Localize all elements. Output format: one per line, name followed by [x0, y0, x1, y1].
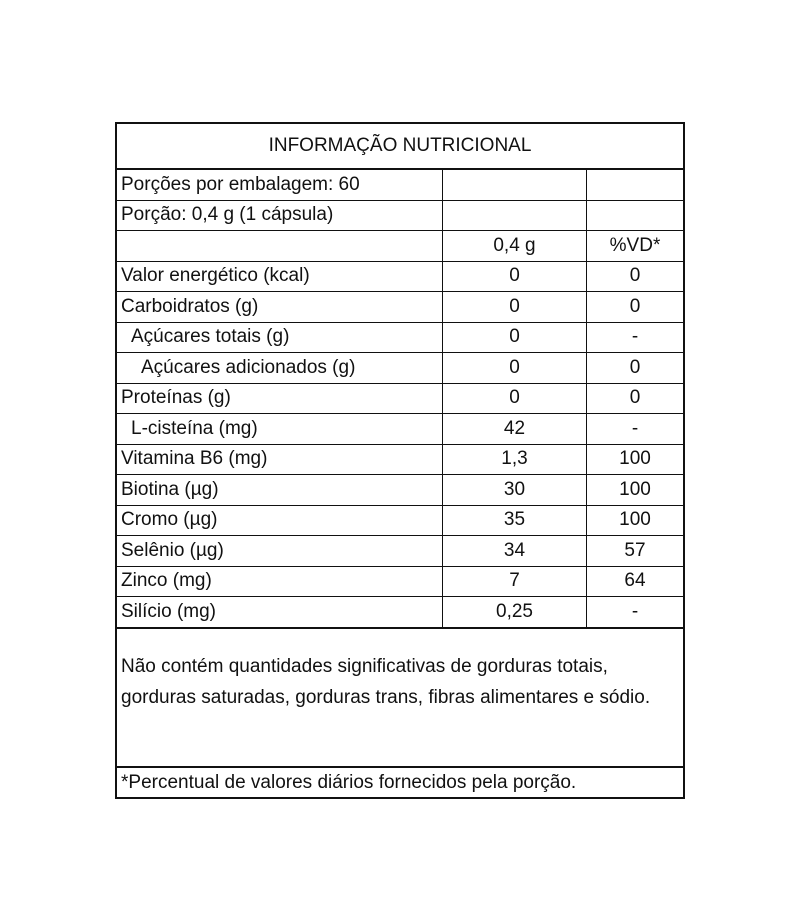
servings-dv-cell — [587, 170, 684, 200]
nutrient-name: L-cisteína (mg) — [117, 414, 443, 445]
nutrient-amount: 7 — [443, 566, 587, 597]
nutrient-dv: 100 — [587, 505, 684, 536]
nutrient-amount: 30 — [443, 475, 587, 506]
nutrient-row — [117, 322, 683, 353]
nutrient-row — [117, 444, 683, 475]
dv-footnote: *Percentual de valores diários fornecidos pela porção. — [121, 771, 577, 793]
nutrient-amount: 42 — [443, 414, 587, 445]
nutrient-amount: 0 — [443, 353, 587, 384]
nutrition-table — [117, 170, 683, 629]
nutrient-name: Selênio (µg) — [117, 536, 443, 567]
serving-size-row — [117, 200, 683, 231]
nutrition-table-body — [117, 170, 683, 628]
label-title: INFORMAÇÃO NUTRICIONAL — [117, 124, 683, 170]
nutrient-dv: 0 — [587, 383, 684, 414]
nutrient-dv: 57 — [587, 536, 684, 567]
nutrient-name: Vitamina B6 (mg) — [117, 444, 443, 475]
nutrient-amount: 0 — [443, 383, 587, 414]
nutrient-dv: 100 — [587, 475, 684, 506]
nutrition-facts-label — [115, 122, 685, 799]
nutrient-name: Carboidratos (g) — [117, 292, 443, 323]
nutrient-dv: - — [587, 597, 684, 628]
nutrient-dv: 0 — [587, 261, 684, 292]
header-amount: 0,4 g — [443, 231, 587, 262]
nutrient-dv: 64 — [587, 566, 684, 597]
header-row — [117, 231, 683, 262]
not-significant-note: Não contém quantidades significativas de gorduras totais, gorduras saturadas, gorduras trans, fibras alimentares e sódio. — [117, 629, 683, 768]
nutrient-amount: 0 — [443, 292, 587, 323]
nutrient-row — [117, 536, 683, 567]
nutrient-row — [117, 383, 683, 414]
nutrient-dv: 0 — [587, 353, 684, 384]
nutrient-row — [117, 292, 683, 323]
nutrient-dv: - — [587, 322, 684, 353]
nutrient-row — [117, 566, 683, 597]
nutrient-amount: 34 — [443, 536, 587, 567]
nutrient-row — [117, 261, 683, 292]
nutrient-amount: 0 — [443, 322, 587, 353]
nutrient-row — [117, 597, 683, 628]
nutrient-row — [117, 414, 683, 445]
serving-size: Porção: 0,4 g (1 cápsula) — [117, 200, 443, 231]
serving-size-amount-cell — [443, 200, 587, 231]
nutrient-dv: - — [587, 414, 684, 445]
header-name-cell — [117, 231, 443, 262]
nutrient-amount: 35 — [443, 505, 587, 536]
servings-row — [117, 170, 683, 200]
nutrient-amount: 0,25 — [443, 597, 587, 628]
nutrient-row — [117, 505, 683, 536]
nutrient-name: Açúcares totais (g) — [117, 322, 443, 353]
nutrient-name: Valor energético (kcal) — [117, 261, 443, 292]
servings-per-package: Porções por embalagem: 60 — [117, 170, 443, 200]
nutrient-name: Açúcares adicionados (g) — [117, 353, 443, 384]
nutrient-amount: 0 — [443, 261, 587, 292]
nutrient-name: Silício (mg) — [117, 597, 443, 628]
servings-amount-cell — [443, 170, 587, 200]
nutrient-name: Biotina (µg) — [117, 475, 443, 506]
nutrient-name: Cromo (µg) — [117, 505, 443, 536]
nutrient-name: Proteínas (g) — [117, 383, 443, 414]
nutrient-dv: 0 — [587, 292, 684, 323]
serving-size-dv-cell — [587, 200, 684, 231]
nutrient-amount: 1,3 — [443, 444, 587, 475]
header-dv: %VD* — [587, 231, 684, 262]
nutrient-dv: 100 — [587, 444, 684, 475]
nutrient-row — [117, 475, 683, 506]
nutrient-name: Zinco (mg) — [117, 566, 443, 597]
nutrient-row — [117, 353, 683, 384]
